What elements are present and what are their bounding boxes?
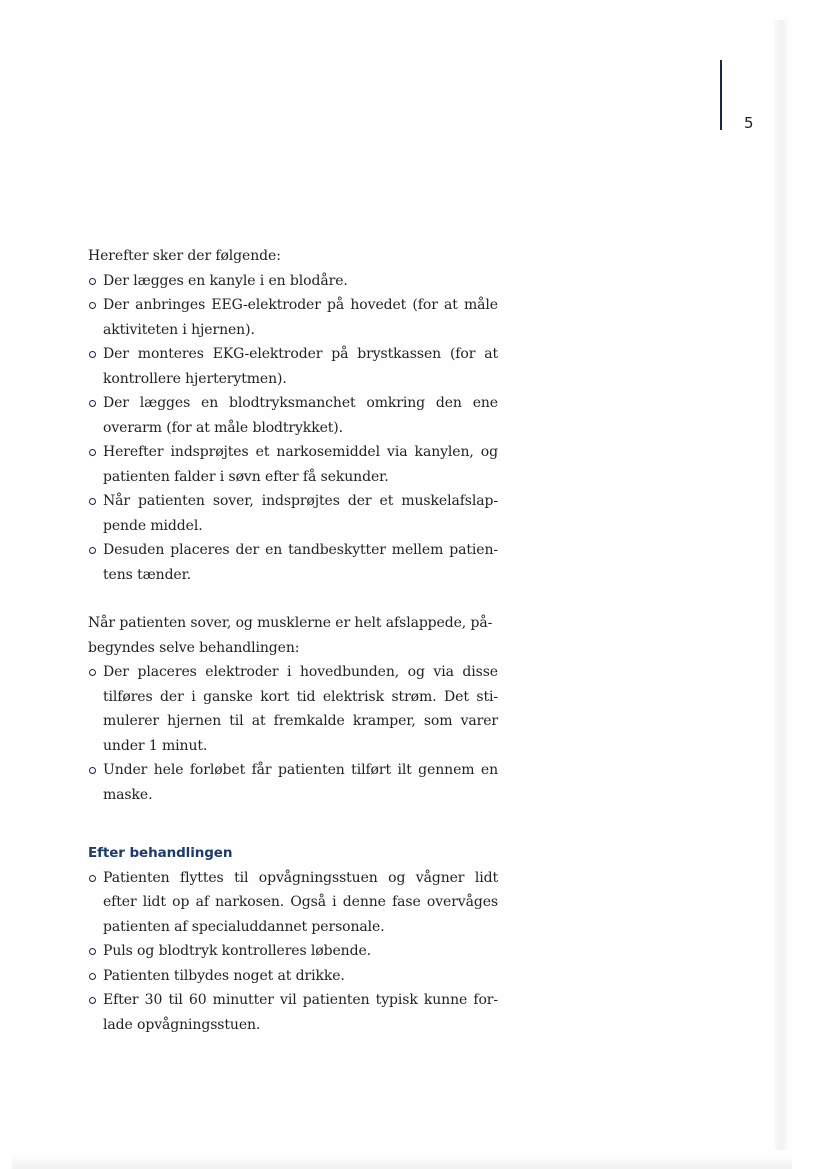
intro-text: Herefter sker der følgende: [88,248,281,264]
list-item: Patienten flyttes til opvågningsstuen og vågner lidt efter lidt op af narkosen. Også i denne fase overvåges patienten af specialuddannet personale. [88,866,498,940]
list-item: Når patienten sover, indsprøjtes der et muskelafslap-pende middel. [88,489,498,538]
list-item: Der anbringes EEG-elektroder på hovedet (for at måle aktiviteten i hjernen). [88,293,498,342]
circle-bullet-icon [89,875,96,882]
list-item: Desuden placeres der en tandbeskytter mellem patien-tens tænder. [88,538,498,587]
circle-bullet-icon [89,948,96,955]
list-item: Der monteres EKG-elektroder på brystkassen (for at kontrollere hjerterytmen). [88,342,498,391]
list-item: Der lægges en blodtryksmanchet omkring den ene overarm (for at måle blodtrykket). [88,391,498,440]
after-treatment-list [88,866,498,1038]
page-number: 5 [744,114,754,132]
treatment-intro-text: Når patienten sover, og musklerne er helt afslappede, på-begyndes selve behandlingen: [88,615,493,656]
header-rule [720,60,722,130]
circle-bullet-icon [89,498,96,505]
treatment-list [88,660,498,807]
list-item: Efter 30 til 60 minutter vil patienten typisk kunne for-lade opvågningsstuen. [88,988,498,1037]
circle-bullet-icon [89,400,96,407]
circle-bullet-icon [89,997,96,1004]
list-item: Der lægges en kanyle i en blodåre. [88,269,498,294]
list-item: Puls og blodtryk kontrolleres løbende. [88,939,498,964]
scan-shadow-right [774,20,788,1150]
body-text [88,244,498,1037]
circle-bullet-icon [89,449,96,456]
list-item: Patienten tilbydes noget at drikke. [88,964,498,989]
scan-shadow-bottom [12,1155,792,1169]
circle-bullet-icon [89,767,96,774]
circle-bullet-icon [89,302,96,309]
circle-bullet-icon [89,669,96,676]
procedure-list [88,269,498,588]
circle-bullet-icon [89,351,96,358]
circle-bullet-icon [89,278,96,285]
list-item: Under hele forløbet får patienten tilført ilt gennem en maske. [88,758,498,807]
list-item: Der placeres elektroder i hovedbunden, og via disse tilføres der i ganske kort tid elektrisk strøm. Det sti-mulerer hjernen til at fremkalde kramper, som varer under 1 minut. [88,660,498,758]
list-item: Herefter indsprøjtes et narkosemiddel via kanylen, og patienten falder i søvn efter få sekunder. [88,440,498,489]
section-heading: Efter behandlingen [88,845,233,861]
circle-bullet-icon [89,973,96,980]
circle-bullet-icon [89,547,96,554]
